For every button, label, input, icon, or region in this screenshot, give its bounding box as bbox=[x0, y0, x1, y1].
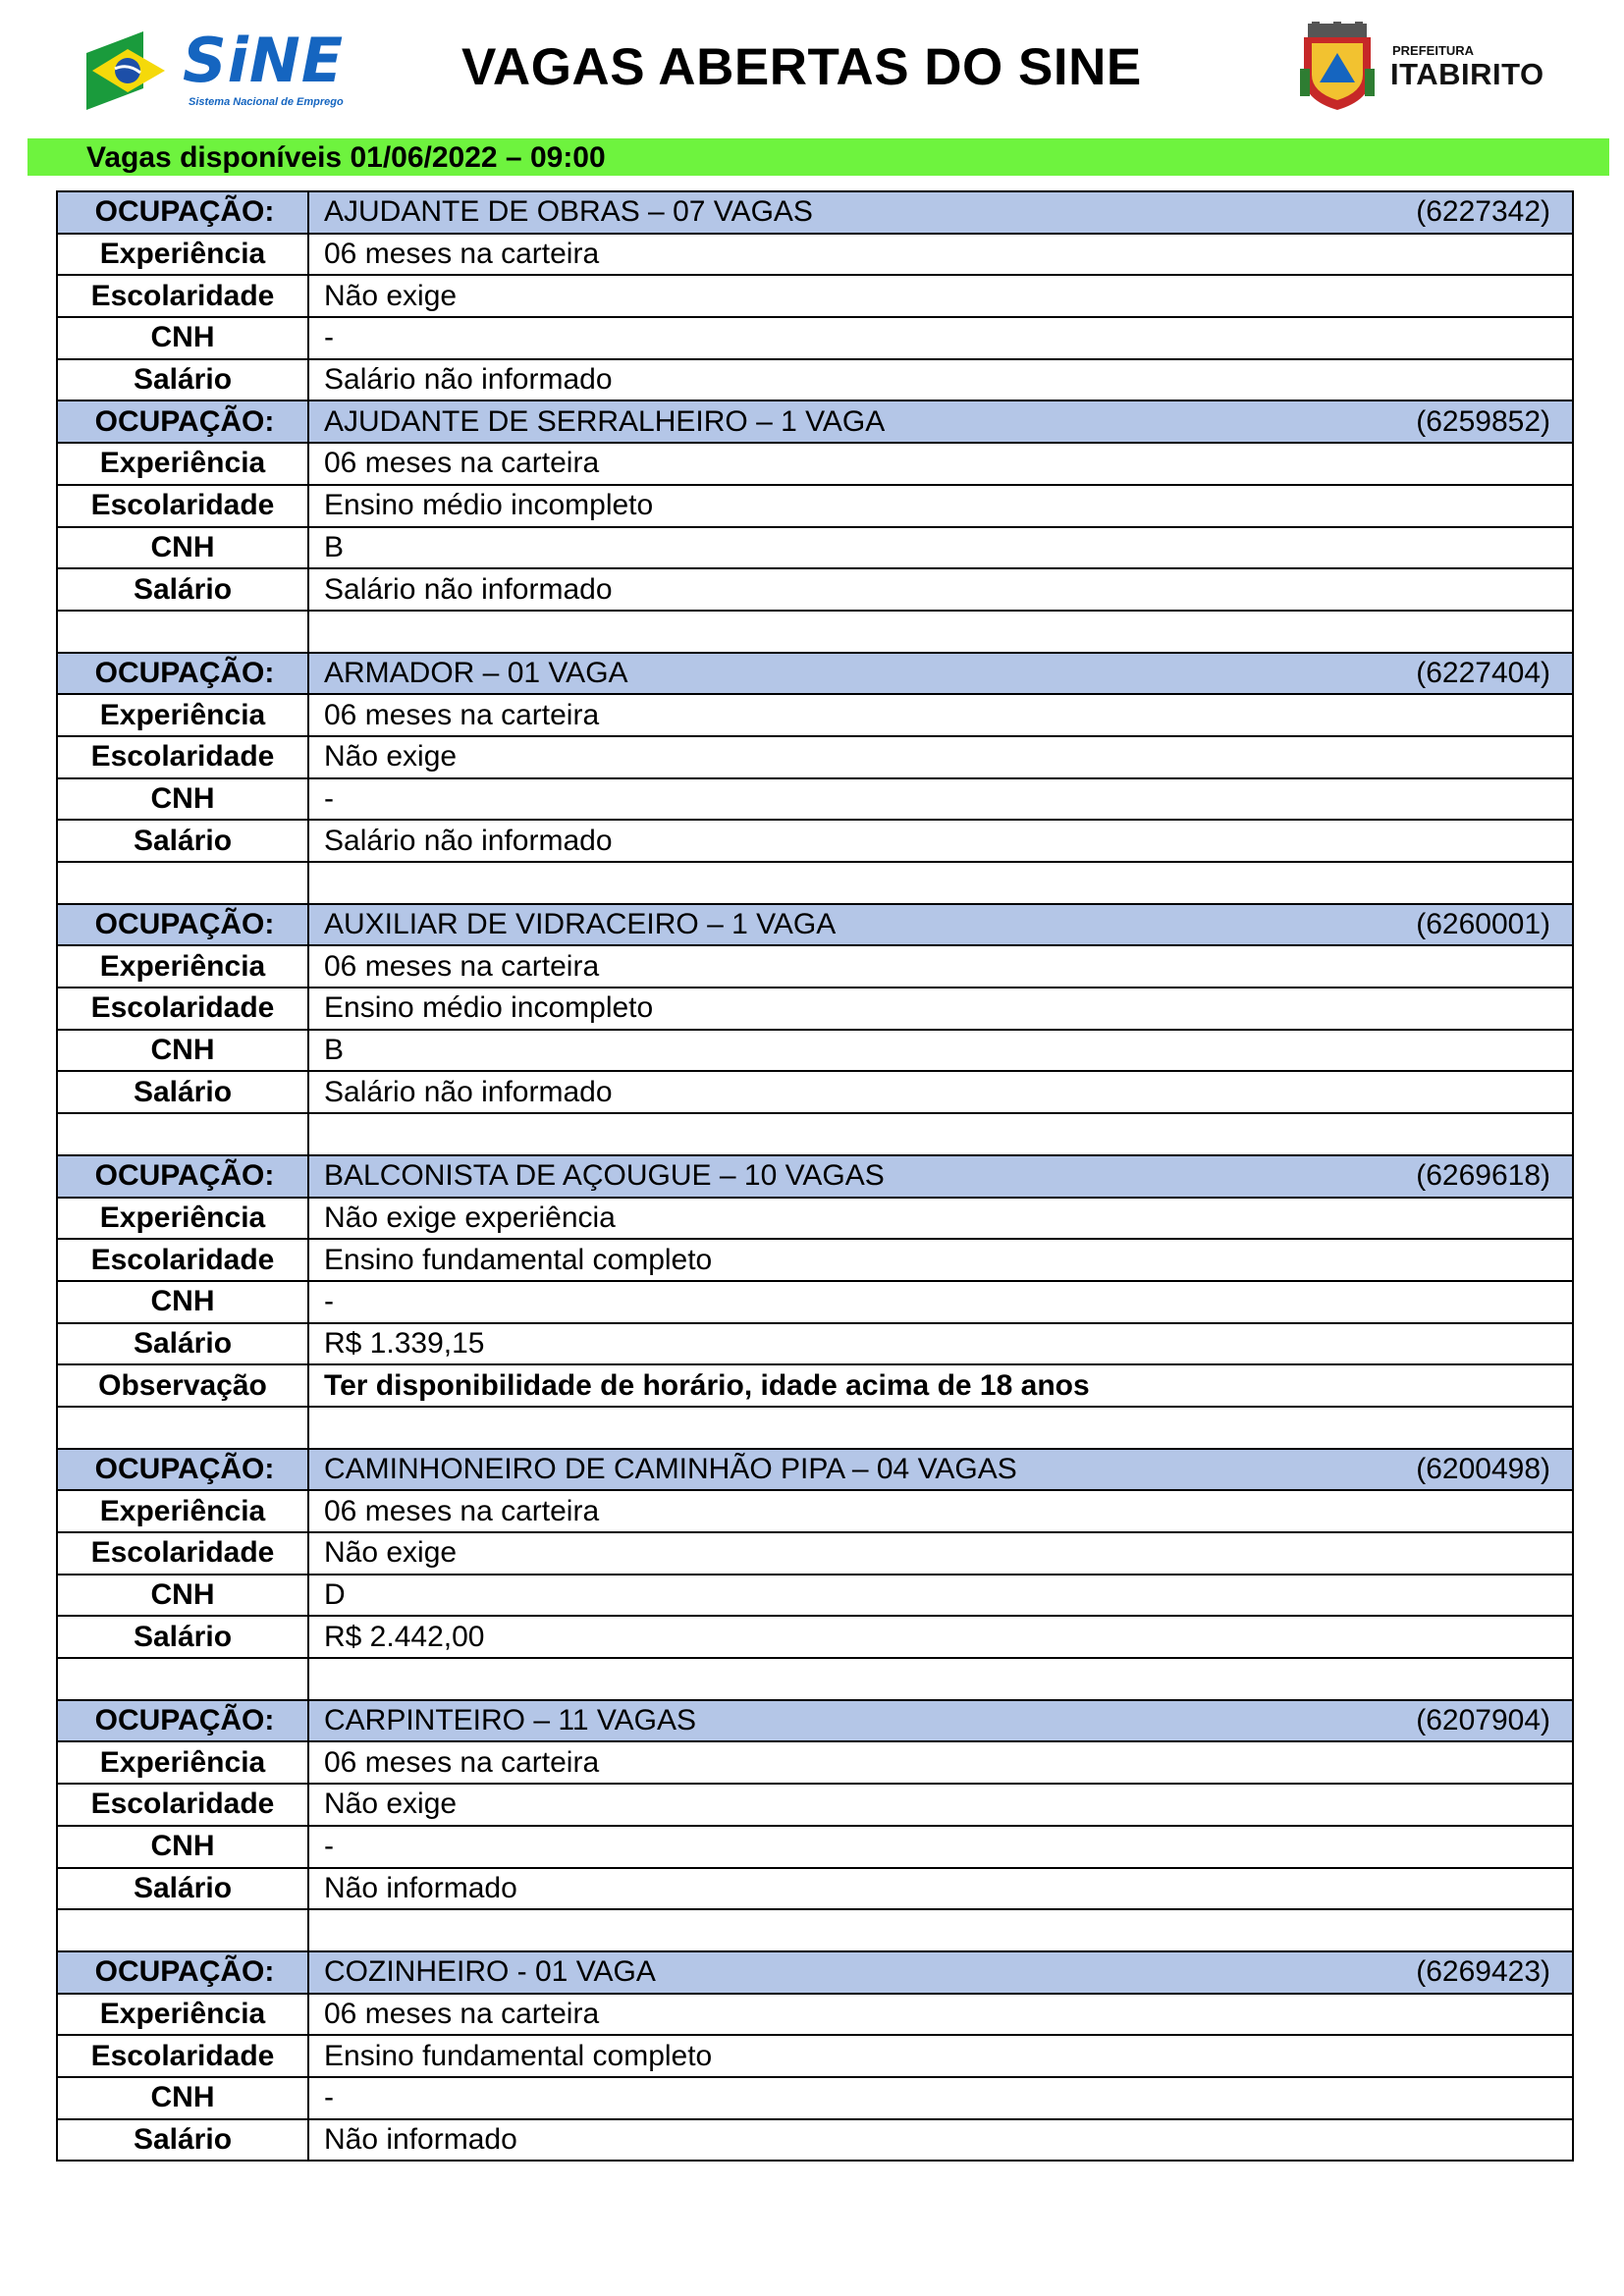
education-label: Escolaridade bbox=[57, 736, 308, 778]
occupation-value-wrapper bbox=[324, 1452, 1572, 1487]
salary-label: Salário bbox=[57, 2119, 308, 2162]
license-label: CNH bbox=[57, 778, 308, 821]
occupation-label: OCUPAÇÃO: bbox=[57, 904, 308, 946]
occupation-row bbox=[57, 1700, 1573, 1742]
spacer-row bbox=[57, 1407, 1573, 1449]
license-value: - bbox=[308, 317, 1573, 359]
availability-text: Vagas disponíveis 01/06/2022 – 09:00 bbox=[86, 141, 606, 174]
license-label: CNH bbox=[57, 1030, 308, 1072]
experience-value: Não exige experiência bbox=[308, 1198, 1573, 1240]
education-label: Escolaridade bbox=[57, 1532, 308, 1575]
occupation-row bbox=[57, 653, 1573, 695]
job-title: AUXILIAR DE VIDRACEIRO – 1 VAGA bbox=[324, 908, 837, 941]
salary-value: Salário não informado bbox=[308, 1071, 1573, 1113]
education-value: Ensino médio incompleto bbox=[308, 988, 1573, 1030]
education-row bbox=[57, 736, 1573, 778]
education-label: Escolaridade bbox=[57, 485, 308, 527]
license-row bbox=[57, 778, 1573, 821]
salary-row bbox=[57, 820, 1573, 862]
license-value: - bbox=[308, 778, 1573, 821]
job-code: (6227404) bbox=[1416, 656, 1550, 689]
license-label: CNH bbox=[57, 1826, 308, 1868]
occupation-value-wrapper bbox=[324, 1158, 1572, 1194]
occupation-value bbox=[308, 1951, 1573, 1994]
occupation-row bbox=[57, 904, 1573, 946]
experience-value: 06 meses na carteira bbox=[308, 1490, 1573, 1532]
salary-label: Salário bbox=[57, 820, 308, 862]
spacer-cell bbox=[57, 1113, 308, 1155]
occupation-value bbox=[308, 1449, 1573, 1491]
prefeitura-label: PREFEITURA bbox=[1392, 43, 1475, 58]
occupation-label: OCUPAÇÃO: bbox=[57, 400, 308, 443]
job-title: CAMINHONEIRO DE CAMINHÃO PIPA – 04 VAGAS bbox=[324, 1452, 1017, 1485]
salary-label: Salário bbox=[57, 568, 308, 611]
license-row bbox=[57, 1826, 1573, 1868]
license-row bbox=[57, 1281, 1573, 1323]
education-label: Escolaridade bbox=[57, 1784, 308, 1826]
spacer-cell bbox=[308, 1909, 1573, 1951]
experience-value: 06 meses na carteira bbox=[308, 1741, 1573, 1784]
city-coat-of-arms-icon bbox=[1298, 22, 1377, 112]
city-name: ITABIRITO bbox=[1390, 57, 1544, 91]
experience-value: 06 meses na carteira bbox=[308, 945, 1573, 988]
job-title: BALCONISTA DE AÇOUGUE – 10 VAGAS bbox=[324, 1159, 885, 1193]
salary-label: Salário bbox=[57, 1868, 308, 1910]
observation-value: Ter disponibilidade de horário, idade acima de 18 anos bbox=[308, 1364, 1573, 1407]
experience-row bbox=[57, 945, 1573, 988]
salary-row bbox=[57, 359, 1573, 401]
observation-row bbox=[57, 1364, 1573, 1407]
salary-value: R$ 1.339,15 bbox=[308, 1323, 1573, 1365]
education-row bbox=[57, 485, 1573, 527]
experience-label: Experiência bbox=[57, 443, 308, 485]
occupation-value bbox=[308, 1155, 1573, 1198]
salary-row bbox=[57, 1616, 1573, 1658]
job-code: (6200498) bbox=[1416, 1452, 1550, 1485]
occupation-value-wrapper bbox=[324, 907, 1572, 942]
occupation-label: OCUPAÇÃO: bbox=[57, 1951, 308, 1994]
job-code: (6259852) bbox=[1416, 404, 1550, 438]
brazil-flag-icon bbox=[86, 31, 181, 110]
job-code: (6207904) bbox=[1416, 1704, 1550, 1737]
license-value: B bbox=[308, 1030, 1573, 1072]
license-row bbox=[57, 317, 1573, 359]
license-label: CNH bbox=[57, 527, 308, 569]
education-value: Ensino fundamental completo bbox=[308, 2035, 1573, 2077]
occupation-value bbox=[308, 191, 1573, 234]
education-value: Não exige bbox=[308, 1532, 1573, 1575]
license-label: CNH bbox=[57, 1281, 308, 1323]
education-row bbox=[57, 1784, 1573, 1826]
license-label: CNH bbox=[57, 2077, 308, 2119]
spacer-cell bbox=[308, 862, 1573, 904]
spacer-cell bbox=[57, 1909, 308, 1951]
education-label: Escolaridade bbox=[57, 1239, 308, 1281]
education-row bbox=[57, 1532, 1573, 1575]
education-row bbox=[57, 988, 1573, 1030]
availability-banner bbox=[27, 138, 1609, 176]
experience-row bbox=[57, 1198, 1573, 1240]
page-title: VAGAS ABERTAS DO SINE bbox=[461, 38, 1142, 96]
spacer-cell bbox=[57, 1658, 308, 1700]
job-code: (6269618) bbox=[1416, 1159, 1550, 1193]
experience-row bbox=[57, 1490, 1573, 1532]
occupation-value-wrapper bbox=[324, 656, 1572, 691]
spacer-cell bbox=[57, 611, 308, 653]
spacer-cell bbox=[308, 1407, 1573, 1449]
salary-row bbox=[57, 1323, 1573, 1365]
job-listings-table bbox=[56, 190, 1574, 2162]
salary-value: Salário não informado bbox=[308, 359, 1573, 401]
spacer-row bbox=[57, 1909, 1573, 1951]
license-value: - bbox=[308, 1281, 1573, 1323]
experience-label: Experiência bbox=[57, 1994, 308, 2036]
salary-row bbox=[57, 2119, 1573, 2162]
spacer-cell bbox=[308, 1113, 1573, 1155]
spacer-row bbox=[57, 1658, 1573, 1700]
license-row bbox=[57, 1575, 1573, 1617]
occupation-value-wrapper bbox=[324, 1954, 1572, 1990]
education-row bbox=[57, 2035, 1573, 2077]
experience-label: Experiência bbox=[57, 945, 308, 988]
occupation-value bbox=[308, 400, 1573, 443]
experience-row bbox=[57, 234, 1573, 276]
spacer-cell bbox=[57, 1407, 308, 1449]
job-title: CARPINTEIRO – 11 VAGAS bbox=[324, 1704, 696, 1737]
occupation-label: OCUPAÇÃO: bbox=[57, 653, 308, 695]
salary-row bbox=[57, 568, 1573, 611]
occupation-value bbox=[308, 904, 1573, 946]
salary-label: Salário bbox=[57, 359, 308, 401]
education-row bbox=[57, 1239, 1573, 1281]
page-header bbox=[0, 0, 1624, 133]
occupation-row bbox=[57, 1951, 1573, 1994]
job-code: (6269423) bbox=[1416, 1955, 1550, 1989]
license-row bbox=[57, 1030, 1573, 1072]
spacer-row bbox=[57, 611, 1573, 653]
license-label: CNH bbox=[57, 317, 308, 359]
occupation-label: OCUPAÇÃO: bbox=[57, 1449, 308, 1491]
salary-label: Salário bbox=[57, 1616, 308, 1658]
occupation-row bbox=[57, 191, 1573, 234]
occupation-label: OCUPAÇÃO: bbox=[57, 191, 308, 234]
experience-row bbox=[57, 1741, 1573, 1784]
spacer-cell bbox=[57, 862, 308, 904]
sine-logo bbox=[86, 27, 361, 114]
salary-label: Salário bbox=[57, 1071, 308, 1113]
spacer-cell bbox=[308, 1658, 1573, 1700]
occupation-row bbox=[57, 400, 1573, 443]
license-row bbox=[57, 2077, 1573, 2119]
license-row bbox=[57, 527, 1573, 569]
education-label: Escolaridade bbox=[57, 275, 308, 317]
license-value: B bbox=[308, 527, 1573, 569]
education-row bbox=[57, 275, 1573, 317]
education-value: Não exige bbox=[308, 736, 1573, 778]
itabirito-logo bbox=[1298, 22, 1544, 115]
occupation-value-wrapper bbox=[324, 1703, 1572, 1738]
license-value: - bbox=[308, 2077, 1573, 2119]
occupation-row bbox=[57, 1449, 1573, 1491]
occupation-value bbox=[308, 1700, 1573, 1742]
experience-value: 06 meses na carteira bbox=[308, 443, 1573, 485]
occupation-label: OCUPAÇÃO: bbox=[57, 1155, 308, 1198]
occupation-value bbox=[308, 653, 1573, 695]
salary-value: Salário não informado bbox=[308, 568, 1573, 611]
occupation-value-wrapper bbox=[324, 194, 1572, 230]
salary-value: Não informado bbox=[308, 2119, 1573, 2162]
experience-value: 06 meses na carteira bbox=[308, 234, 1573, 276]
spacer-cell bbox=[308, 611, 1573, 653]
salary-label: Salário bbox=[57, 1323, 308, 1365]
salary-row bbox=[57, 1071, 1573, 1113]
experience-label: Experiência bbox=[57, 234, 308, 276]
education-value: Ensino médio incompleto bbox=[308, 485, 1573, 527]
sine-logo-text: SiNE bbox=[183, 25, 345, 96]
spacer-row bbox=[57, 862, 1573, 904]
job-code: (6227342) bbox=[1416, 195, 1550, 229]
experience-value: 06 meses na carteira bbox=[308, 1994, 1573, 2036]
education-value: Não exige bbox=[308, 275, 1573, 317]
sine-logo-subtitle: Sistema Nacional de Emprego bbox=[189, 96, 344, 108]
education-value: Não exige bbox=[308, 1784, 1573, 1826]
education-value: Ensino fundamental completo bbox=[308, 1239, 1573, 1281]
experience-row bbox=[57, 1994, 1573, 2036]
job-code: (6260001) bbox=[1416, 908, 1550, 941]
occupation-value-wrapper bbox=[324, 404, 1572, 440]
experience-row bbox=[57, 443, 1573, 485]
experience-row bbox=[57, 694, 1573, 736]
experience-label: Experiência bbox=[57, 1741, 308, 1784]
spacer-row bbox=[57, 1113, 1573, 1155]
license-value: - bbox=[308, 1826, 1573, 1868]
experience-label: Experiência bbox=[57, 1490, 308, 1532]
education-label: Escolaridade bbox=[57, 2035, 308, 2077]
education-label: Escolaridade bbox=[57, 988, 308, 1030]
observation-label: Observação bbox=[57, 1364, 308, 1407]
license-value: D bbox=[308, 1575, 1573, 1617]
occupation-label: OCUPAÇÃO: bbox=[57, 1700, 308, 1742]
salary-row bbox=[57, 1868, 1573, 1910]
occupation-row bbox=[57, 1155, 1573, 1198]
salary-value: Não informado bbox=[308, 1868, 1573, 1910]
job-title: COZINHEIRO - 01 VAGA bbox=[324, 1955, 656, 1989]
job-title: ARMADOR – 01 VAGA bbox=[324, 656, 628, 689]
experience-value: 06 meses na carteira bbox=[308, 694, 1573, 736]
job-title: AJUDANTE DE SERRALHEIRO – 1 VAGA bbox=[324, 404, 886, 438]
license-label: CNH bbox=[57, 1575, 308, 1617]
job-title: AJUDANTE DE OBRAS – 07 VAGAS bbox=[324, 195, 813, 229]
salary-value: R$ 2.442,00 bbox=[308, 1616, 1573, 1658]
salary-value: Salário não informado bbox=[308, 820, 1573, 862]
experience-label: Experiência bbox=[57, 694, 308, 736]
experience-label: Experiência bbox=[57, 1198, 308, 1240]
